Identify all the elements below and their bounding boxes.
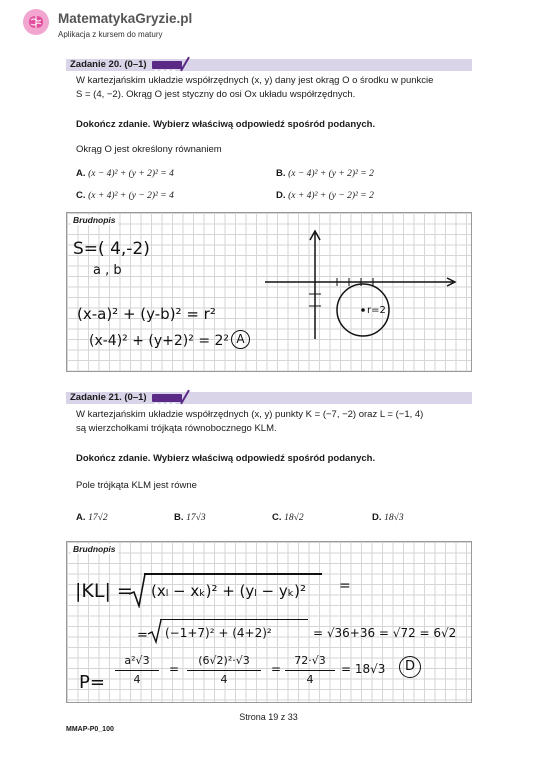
hw-frac2-num: (6√2)²·√3 bbox=[198, 654, 250, 667]
hw-sqrt-sign-icon bbox=[147, 618, 163, 644]
hw-eq-general: (x-a)² + (y-b)² = r² bbox=[77, 305, 216, 323]
hw-equals: = bbox=[137, 628, 148, 643]
option-text: (x − 4)² + (y + 2)² = 2 bbox=[288, 169, 374, 179]
option-text: (x + 4)² + (y − 2)² = 4 bbox=[88, 191, 174, 201]
task20-question: Okrąg O jest określony równaniem bbox=[76, 144, 222, 155]
task20-title: Zadanie 20. (0–1) bbox=[70, 59, 147, 70]
hw-answer-circle: D bbox=[399, 656, 421, 678]
option-text: 18√2 bbox=[284, 513, 304, 523]
hw-frac1-num: a²√3 bbox=[124, 654, 150, 667]
task20-header bbox=[66, 59, 472, 71]
task21-title: Zadanie 21. (0–1) bbox=[70, 392, 147, 403]
option-text: 18√3 bbox=[384, 513, 404, 523]
task21-text-line2: są wierzchołkami trójkąta równobocznego KLM. bbox=[76, 423, 277, 434]
task20-option-b[interactable] bbox=[276, 167, 374, 181]
option-label: B. bbox=[276, 168, 286, 179]
hw-frac-line bbox=[187, 670, 261, 671]
hw-radius-label: r=2 bbox=[367, 305, 386, 316]
hw-kl-lhs: |KL| = bbox=[75, 580, 133, 602]
task20-option-a[interactable] bbox=[76, 167, 174, 181]
hw-sqrt-bar bbox=[160, 619, 308, 620]
option-label: B. bbox=[174, 512, 184, 523]
difficulty-stars-icon bbox=[152, 394, 182, 402]
hw-coordinate-sketch bbox=[263, 227, 463, 347]
hw-sqrt-bar bbox=[144, 573, 322, 575]
hw-frac-line bbox=[285, 670, 335, 671]
task20-text-line1: W kartezjańskim układzie współrzędnych (x, y) dany jest okrąg O o środku w punkcie bbox=[76, 75, 434, 86]
hw-kl-equals: = bbox=[339, 578, 351, 594]
option-label: A. bbox=[76, 512, 86, 523]
task20-option-d[interactable] bbox=[276, 189, 374, 203]
task21-option-b[interactable] bbox=[174, 511, 206, 525]
task21-option-c[interactable] bbox=[272, 511, 304, 525]
option-label: C. bbox=[76, 190, 86, 201]
hw-step2-tail: = √36+36 = √72 = 6√2 bbox=[313, 626, 457, 640]
hw-sqrt-sign-icon bbox=[127, 572, 147, 608]
hw-ab: a , b bbox=[93, 263, 122, 278]
task21-scratchpad bbox=[66, 541, 472, 703]
option-label: A. bbox=[76, 168, 86, 179]
difficulty-stars-icon bbox=[152, 61, 182, 69]
hw-equals: = bbox=[169, 662, 180, 676]
task21-text-line1: W kartezjańskim układzie współrzędnych (x, y) punkty K = (−7, −2) oraz L = (−1, 4) bbox=[76, 409, 424, 420]
option-label: C. bbox=[272, 512, 282, 523]
hw-frac3-den: 4 bbox=[306, 673, 314, 686]
scratchpad-label: Brudnopis bbox=[73, 215, 116, 225]
brand-title: MatematykaGryzie.pl bbox=[58, 11, 193, 26]
hw-kl-rhs: (xₗ − xₖ)² + (yₗ − yₖ)² bbox=[151, 582, 307, 600]
task20-instruction: Dokończ zdanie. Wybierz właściwą odpowiedź spośród podanych. bbox=[76, 119, 376, 130]
hw-frac3-num: 72·√3 bbox=[294, 654, 326, 667]
page-number: Strona 19 z 33 bbox=[239, 712, 298, 722]
option-text: (x − 4)² + (y + 2)² = 4 bbox=[88, 169, 174, 179]
hw-result: = 18√3 bbox=[341, 662, 386, 676]
task21-header bbox=[66, 392, 472, 404]
hw-frac-line bbox=[115, 670, 159, 671]
hw-p-label: P= bbox=[79, 672, 105, 693]
task20-text-line2: S = (4, −2). Okrąg O jest styczny do osi Ox układu współrzędnych. bbox=[76, 89, 356, 100]
brand-subtitle: Aplikacja z kursem do matury bbox=[58, 30, 163, 39]
task20-scratchpad bbox=[66, 212, 472, 372]
scratchpad-label: Brudnopis bbox=[73, 544, 116, 554]
hw-frac2-den: 4 bbox=[220, 673, 228, 686]
brain-logo-icon bbox=[22, 8, 50, 36]
task20-option-c[interactable] bbox=[76, 189, 174, 203]
task21-option-a[interactable] bbox=[76, 511, 108, 525]
hw-eq-filled: (x-4)² + (y+2)² = 2² bbox=[89, 333, 230, 349]
hw-equals: = bbox=[271, 662, 282, 676]
option-text: (x + 4)² + (y − 2)² = 2 bbox=[288, 191, 374, 201]
option-text: 17√3 bbox=[186, 513, 206, 523]
exam-code: MMAP-P0_100 bbox=[66, 726, 114, 733]
task21-question: Pole trójkąta KLM jest równe bbox=[76, 480, 197, 491]
hw-step2: (−1+7)² + (4+2)² bbox=[165, 626, 272, 640]
option-label: D. bbox=[276, 190, 286, 201]
task21-option-d[interactable] bbox=[372, 511, 404, 525]
option-label: D. bbox=[372, 512, 382, 523]
task21-instruction: Dokończ zdanie. Wybierz właściwą odpowiedź spośród podanych. bbox=[76, 453, 376, 464]
hw-s-point: S=( 4,-2) bbox=[73, 239, 150, 259]
hw-frac1-den: 4 bbox=[133, 673, 141, 686]
hw-answer-circle: A bbox=[231, 330, 250, 349]
option-text: 17√2 bbox=[88, 513, 108, 523]
